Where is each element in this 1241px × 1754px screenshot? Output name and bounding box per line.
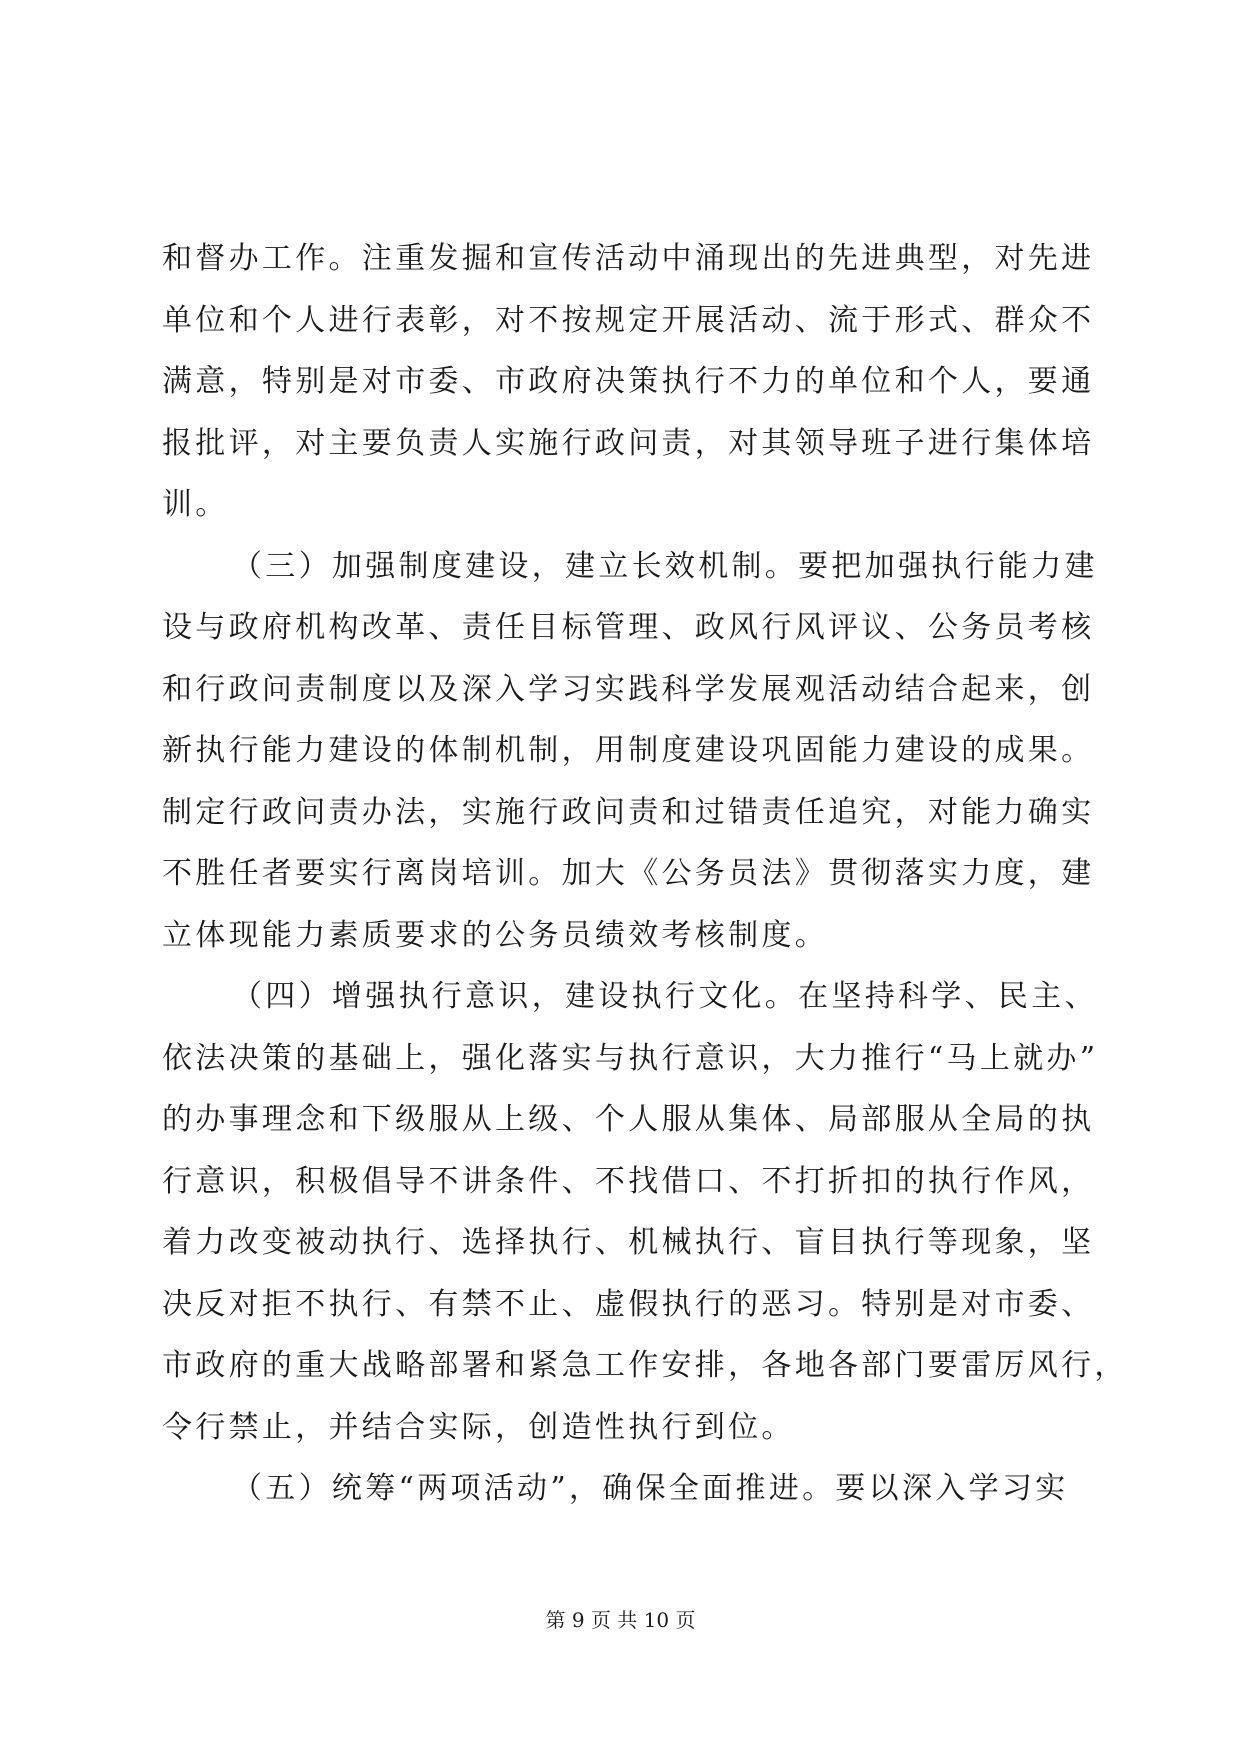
section-heading-line: （五）统筹“两项活动”，确保全面推进。要以深入学习实 [232,1471,1069,1506]
text-line: 令行禁止，并结合实际，创造性执行到位。 [162,1409,795,1445]
text-line: 依法决策的基础上，强化落实与执行意识，大力推行“马上就办” [162,1040,1099,1076]
page-number-label: 第 9 页 共 10 页 [545,1608,696,1632]
text-line: 决反对拒不执行、有禁不止、虚假执行的恶习。特别是对市委、 [162,1286,1095,1322]
page-footer [0,1604,1241,1633]
text-line: 制定行政问责办法，实施行政问责和过错责任追究，对能力确实 [162,794,1095,830]
text-line: 着力改变被动执行、选择执行、机械执行、盲目执行等现象，坚 [162,1225,1095,1260]
text-line: 不胜任者要实行离岗培训。加大《公务员法》贯彻落实力度，建 [162,856,1095,891]
document-body [162,228,1128,1520]
text-line: 和行政问责制度以及深入学习实践科学发展观活动结合起来，创 [162,671,1095,707]
text-line: 训。 [162,487,229,522]
text-line: 的办事理念和下级服从上级、个人服从集体、局部服从全局的执 [162,1102,1095,1137]
text-line: 行意识，积极倡导不讲条件、不找借口、不打折扣的执行作风， [162,1163,1095,1199]
section-heading-line: （三）加强制度建设，建立长效机制。要把加强执行能力建 [232,548,1098,584]
text-line: 和督办工作。注重发掘和宣传活动中涌现出的先进典型，对先进 [162,241,1095,276]
text-line: 立体现能力素质要求的公务员绩效考核制度。 [162,917,828,953]
text-line: 报批评，对主要负责人实施行政问责，对其领导班子进行集体培 [162,425,1095,461]
text-line: 市政府的重大战略部署和紧急工作安排，各地各部门要雷厉风行， [162,1348,1128,1383]
text-line: 设与政府机构改革、责任目标管理、政风行风评议、公务员考核 [162,610,1095,645]
text-line: 单位和个人进行表彰，对不按规定开展活动、流于形式、群众不 [162,302,1095,338]
text-line: 满意，特别是对市委、市政府决策执行不力的单位和个人，要通 [162,364,1095,399]
section-heading-line: （四）增强执行意识，建设执行文化。在坚持科学、民主、 [232,979,1098,1014]
text-line: 新执行能力建设的体制机制，用制度建设巩固能力建设的成果。 [162,733,1095,768]
